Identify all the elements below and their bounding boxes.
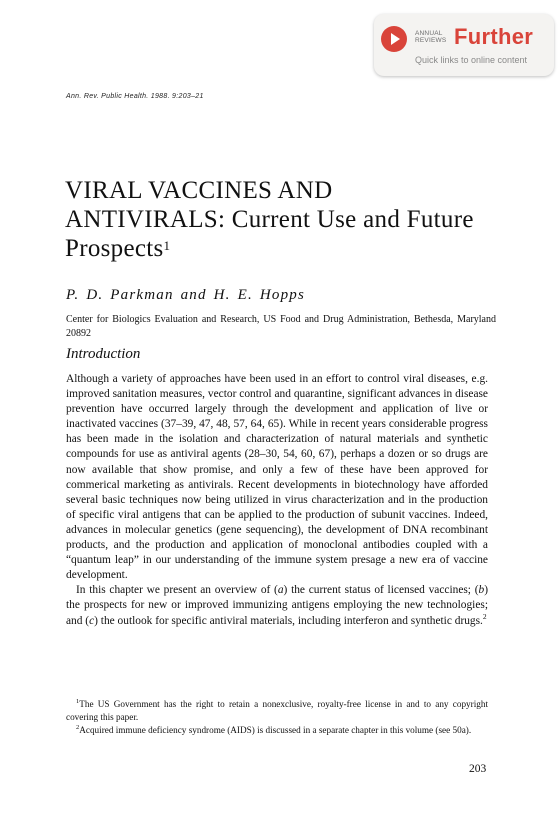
paragraph-2 xyxy=(66,583,488,628)
title-line-3 xyxy=(65,234,505,263)
annual-reviews-wordmark xyxy=(415,30,446,44)
p2-mark-a: a xyxy=(277,584,284,597)
page-number: 203 xyxy=(469,763,487,775)
footnote-2-mark: 2 xyxy=(76,723,80,731)
p2-part-a: In this chapter we present an overview of ( xyxy=(76,584,278,597)
footnote-1-text: The US Government has the right to retain a nonexclusive, royalty-free license in and to any copyright covering this paper. xyxy=(66,699,488,722)
title-line-2: ANTIVIRALS: Current Use and Future xyxy=(65,206,474,233)
annual-reviews-logo-icon xyxy=(381,26,407,52)
title-footnote-mark[interactable]: 1 xyxy=(163,238,171,253)
section-heading: Introduction xyxy=(66,346,141,362)
paragraph-1: Although a variety of approaches have been used in an effort to control viral diseases, e.g. improved sanitation measures, vector control and quarantine, significant advances in disease prevention have occurred largely through the development and application of live or inactivated vaccines (37–39, 47, 48, 57, 64, 65). While in recent years considerable progress has been made in the isolation and characterization of natural materials and synthetic compounds for use as antiviral agents (28–30, 54, 60, 67), perhaps a dozen or so drugs are now available that show promise, and only a few of these have been approved for commerical marketing as antivirals. Recent developments in biotechnology have afforded several basic techniques now being utilized in virus characterization and in the production of specific viral antigens that can be applied to the production of subunit vaccines. Indeed, advances in molecular genetics (gene sequencing), the development of DNA recombinant products, and the production and application of monoclonal antibodies coupled with a “quantum leap” in our understanding of the immune system presage a new era of vaccine development. xyxy=(66,373,488,582)
journal-citation: Ann. Rev. Public Health. 1988. 9:203–21 xyxy=(66,93,204,100)
p2-mark-b: b xyxy=(478,584,485,597)
footnote-1-mark: 1 xyxy=(76,697,80,705)
article-title xyxy=(65,176,505,263)
title-line-1: VIRAL VACCINES AND xyxy=(65,177,333,204)
footnotes xyxy=(66,698,488,737)
body-text xyxy=(66,372,488,629)
footnote-2 xyxy=(66,724,488,737)
brand-line-1: ANNUAL xyxy=(415,30,443,37)
footnote-2-text: Acquired immune deficiency syndrome (AIDS) is discussed in a separate chapter in this volume (see 50a). xyxy=(79,725,472,735)
affiliation: Center for Biologics Evaluation and Research, US Food and Drug Administration, Bethesda, Maryland 20892 xyxy=(66,314,496,339)
title-line-3-text: Prospects xyxy=(65,235,164,262)
further-word: Further xyxy=(454,24,534,49)
p2-footnote-mark[interactable]: 2 xyxy=(482,611,487,621)
further-badge[interactable] xyxy=(374,14,554,76)
p2-part-d: ) the outlook for specific antiviral materials, including interferon and synthetic drugs. xyxy=(94,614,483,627)
further-subtitle: Quick links to online content xyxy=(415,55,528,65)
footnote-1 xyxy=(66,698,488,724)
authors: P. D. Parkman and H. E. Hopps xyxy=(66,287,306,303)
p2-part-b: ) the current status of licensed vaccines; ( xyxy=(283,584,479,597)
p2-mark-c: c xyxy=(89,614,95,627)
brand-line-2: REVIEWS xyxy=(415,37,447,44)
p2-part-c: ) the prospects for new or improved immunizing antigens employing the new technologies; and ( xyxy=(66,584,488,627)
